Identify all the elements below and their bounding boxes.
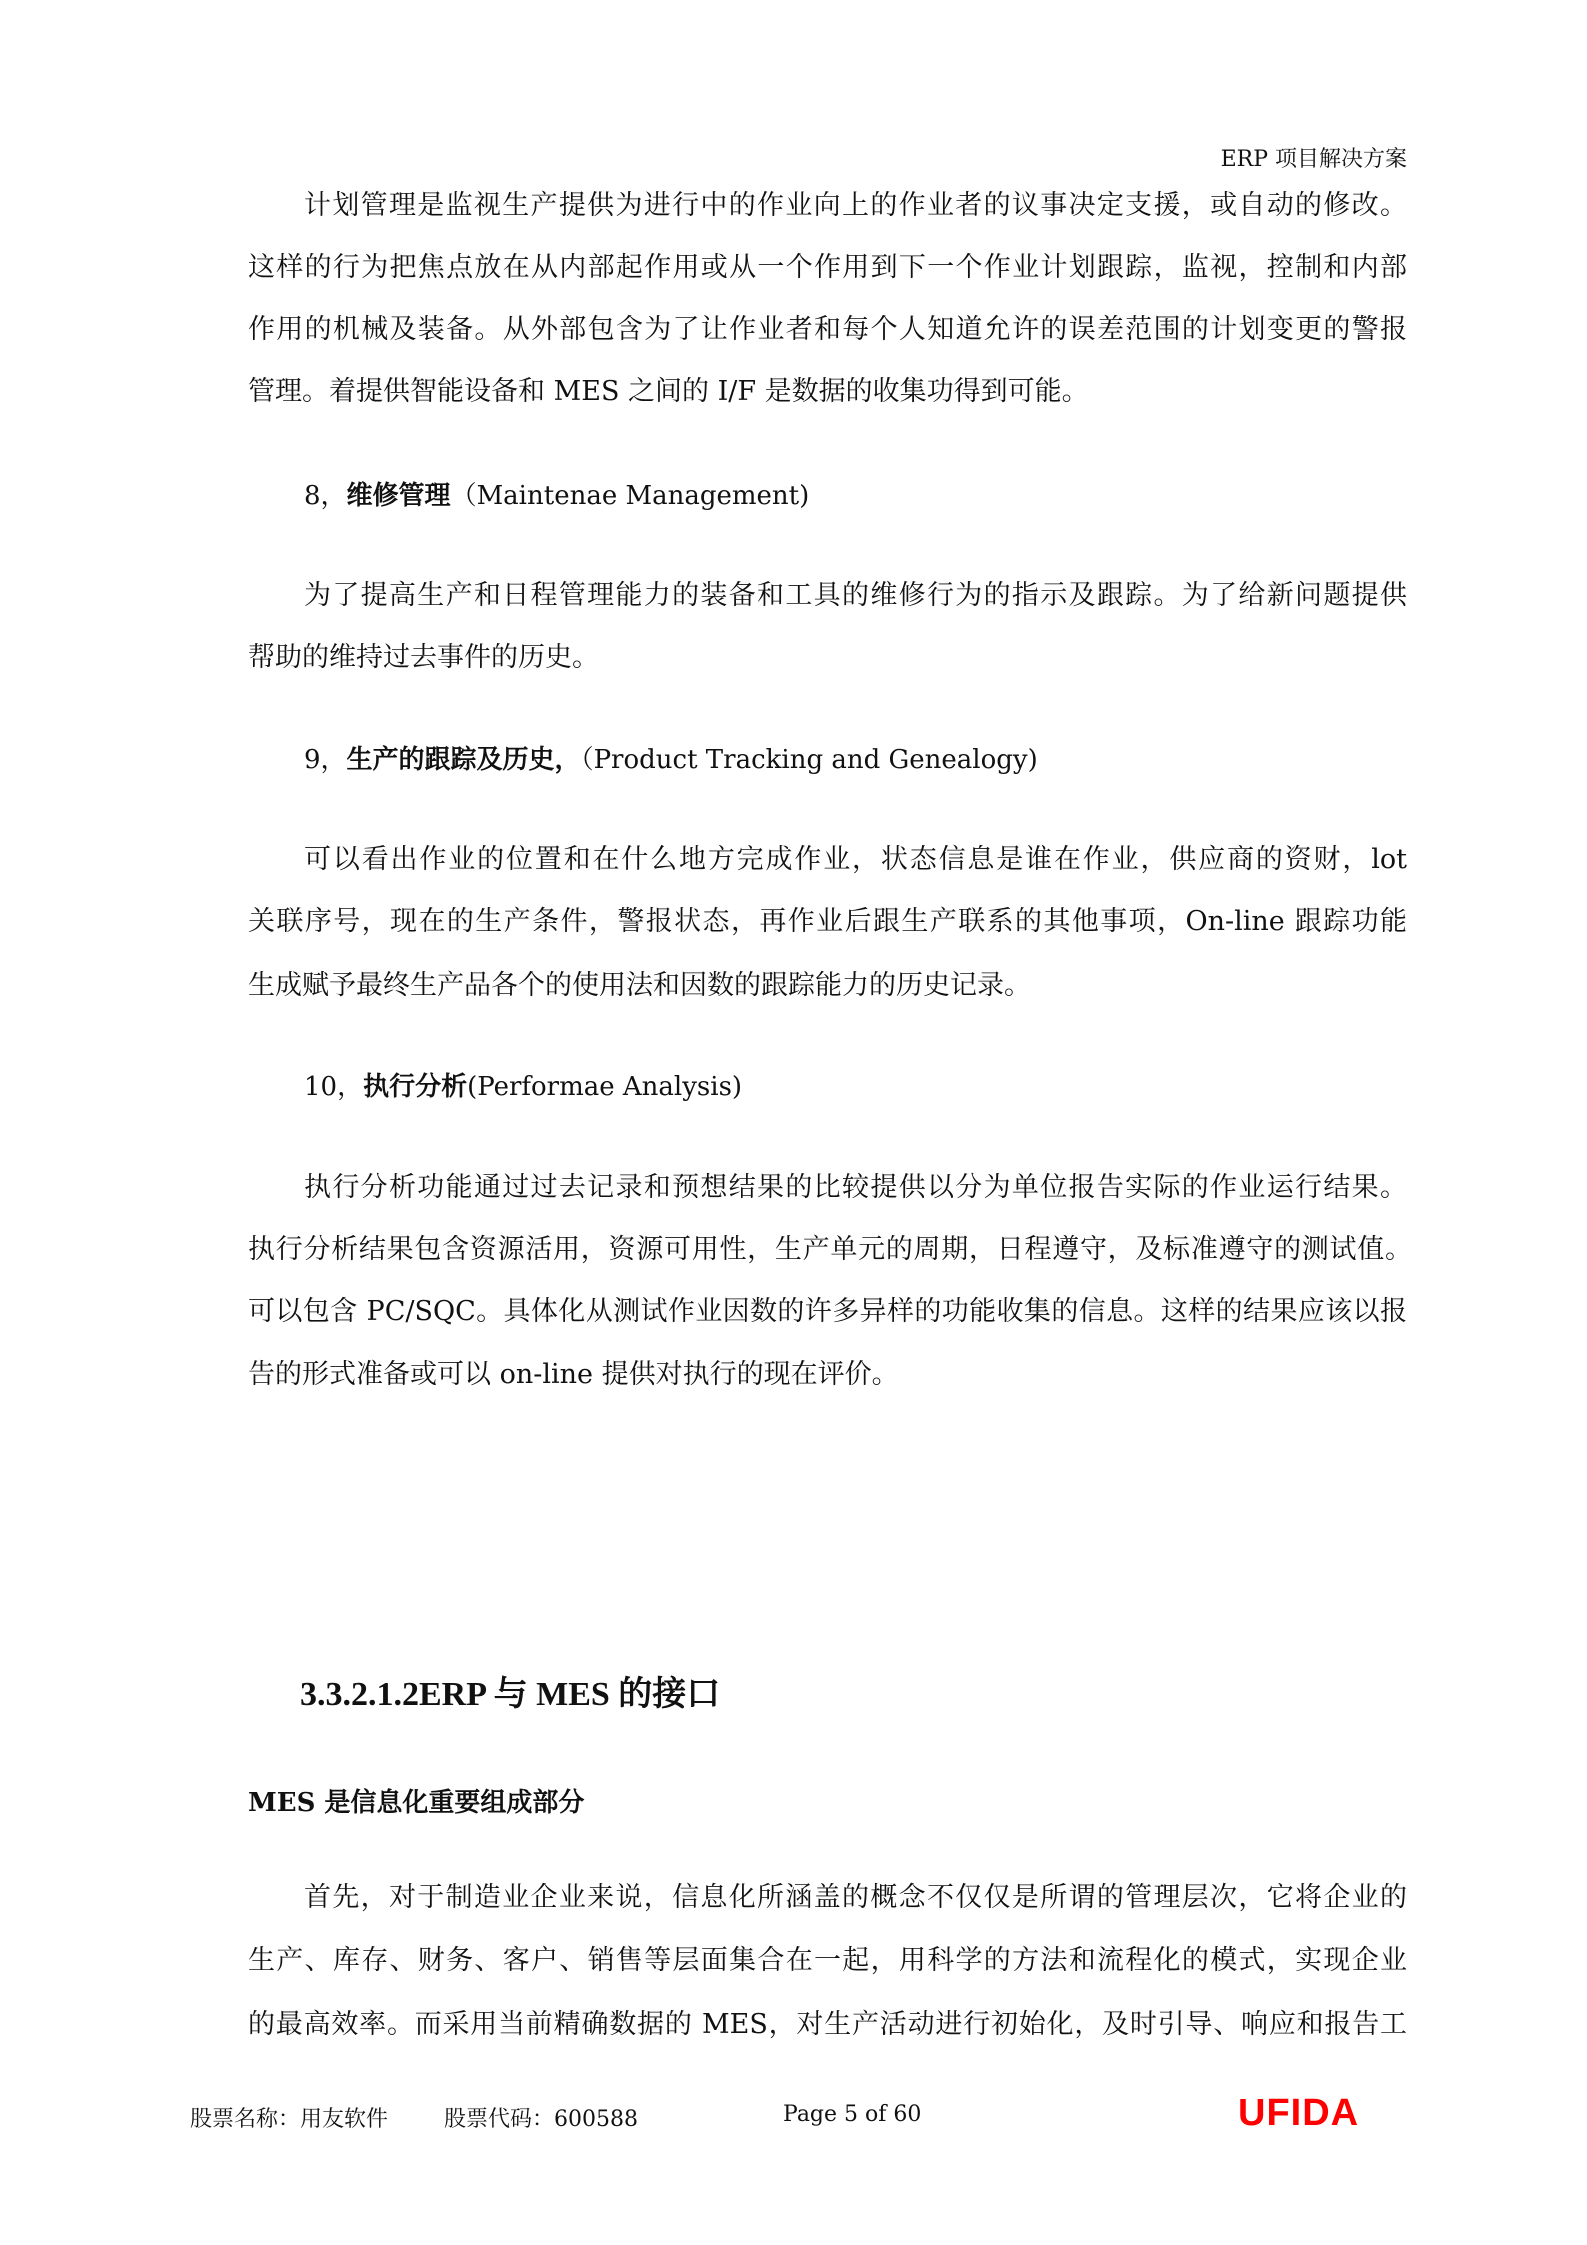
heading-number: 9， [304,745,347,775]
paragraph-line: 关联序号，现在的生产条件，警报状态，再作业后跟生产联系的其他事项，On-line 跟踪功能 [248,906,1407,937]
paragraph-line: 作用的机械及装备。从外部包含为了让作业者和每个人知道允许的误差范围的计划变更的警报 [248,314,1407,345]
paragraph-line: 执行分析功能通过过去记录和预想结果的比较提供以分为单位报告实际的作业运行结果。 [304,1172,1407,1203]
footer-stock-name: 股票名称：用友软件 [190,2107,389,2132]
subheading: MES 是信息化重要组成部分 [248,1788,585,1818]
heading-number: 10， [304,1072,364,1102]
heading-english: （Product Tracking and Genealogy) [580,745,1038,775]
heading-maintenance [304,479,809,513]
heading-tracking [304,743,1038,777]
paragraph-line: 这样的行为把焦点放在从内部起作用或从一个作用到下一个作业计划跟踪，监视，控制和内部 [248,252,1407,283]
paragraph-line: 可以看出作业的位置和在什么地方完成作业，状态信息是谁在作业，供应商的资财，lot [304,844,1407,875]
section-heading: 3.3.2.1.2ERP 与 MES 的接口 [300,1676,721,1713]
paragraph-line: 为了提高生产和日程管理能力的装备和工具的维修行为的指示及跟踪。为了给新问题提供 [304,580,1407,611]
heading-english: (Performae Analysis) [467,1072,743,1102]
ufida-logo: UFIDA [1238,2092,1360,2134]
paragraph-line: 帮助的维持过去事件的历史。 [248,642,599,673]
heading-title: 维修管理 [346,481,451,511]
heading-number: 8， [304,481,347,511]
heading-english: （Maintenae Management) [450,481,810,511]
paragraph-line: 生产、库存、财务、客户、销售等层面集合在一起，用科学的方法和流程化的模式，实现企业 [248,1945,1407,1976]
paragraph-line: 可以包含 PC/SQC。具体化从测试作业因数的许多异样的功能收集的信息。这样的结果应该以报 [248,1296,1407,1327]
heading-title: 执行分析 [363,1072,468,1102]
heading-performance [304,1070,742,1104]
paragraph-line: 计划管理是监视生产提供为进行中的作业向上的作业者的议事决定支援，或自动的修改。 [304,190,1407,221]
heading-title: 生产的跟踪及历史， [346,745,581,775]
running-header: ERP 项目解决方案 [1220,147,1407,172]
paragraph-line: 首先，对于制造业企业来说，信息化所涵盖的概念不仅仅是所谓的管理层次，它将企业的 [304,1882,1407,1913]
footer-page-number: Page 5 of 60 [783,2102,922,2127]
paragraph-line: 的最高效率。而采用当前精确数据的 MES，对生产活动进行初始化，及时引导、响应和报告工 [248,2009,1407,2040]
footer-stock-code: 股票代码：600588 [444,2107,638,2132]
paragraph-line: 生成赋予最终生产品各个的使用法和因数的跟踪能力的历史记录。 [248,970,1031,1001]
paragraph-line: 告的形式准备或可以 on-line 提供对执行的现在评价。 [248,1359,899,1390]
paragraph-line: 管理。着提供智能设备和 MES 之间的 I/F 是数据的收集功得到可能。 [248,376,1089,407]
paragraph-line: 执行分析结果包含资源活用，资源可用性，生产单元的周期，日程遵守，及标准遵守的测试值。 [248,1234,1412,1265]
